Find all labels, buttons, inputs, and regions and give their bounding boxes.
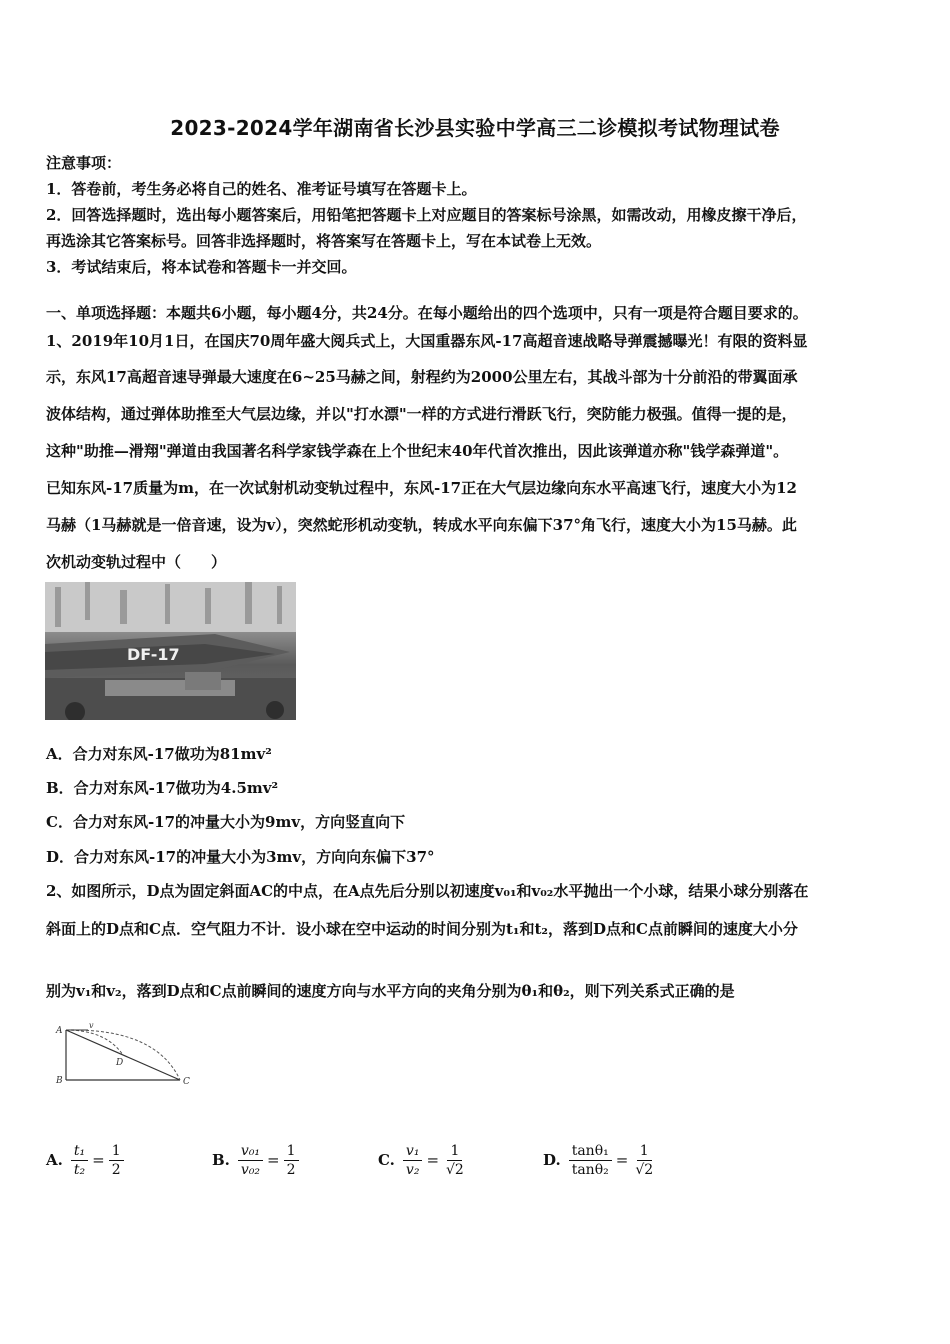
notice-item: 1．答卷前，考生务必将自己的姓名、准考证号填写在答题卡上。 xyxy=(46,180,477,198)
frac-den: v₀₂ xyxy=(240,1161,261,1178)
frac-num: 1 xyxy=(637,1142,652,1161)
page-title: 2023-2024学年湖南省长沙县实验中学高三二诊模拟考试物理试卷 xyxy=(170,116,780,140)
label-c: C xyxy=(183,1077,190,1087)
frac-num: v₀₁ xyxy=(238,1142,263,1161)
q1-text: 次机动变轨过程中（ ） xyxy=(46,553,227,571)
label-v: v xyxy=(89,1021,94,1030)
q1-option-a[interactable]: A．合力对东风-17做功为81mv² xyxy=(46,745,272,763)
q1-text: 马赫（1马赫就是一倍音速，设为v），突然蛇形机动变轨，转成水平向东偏下37°角飞行，速度大小为15马赫。此 xyxy=(46,516,797,534)
q2-answer-d[interactable]: D. $\frac{\text{tanθ₁}}{\text{tanθ₂}}$ = $\frac{1}{√2}$ xyxy=(543,1130,656,1190)
notice-heading: 注意事项： xyxy=(46,154,122,172)
frac-den: √2 xyxy=(635,1161,654,1178)
answer-label: C. xyxy=(378,1151,395,1169)
frac-den: v₂ xyxy=(405,1161,420,1178)
q1-text: 1、2019年10月1日，在国庆70周年盛大阅兵式上，大国重器东风-17高超音速战略导弹震撼曝光！有限的资料显 xyxy=(46,332,808,350)
q1-option-c[interactable]: C．合力对东风-17的冲量大小为9mv，方向竖直向下 xyxy=(46,813,406,831)
q1-option-b[interactable]: B．合力对东风-17做功为4.5mv² xyxy=(46,779,279,797)
missile-label: DF-17 xyxy=(127,645,180,664)
frac-num: tanθ₁ xyxy=(569,1142,612,1161)
frac-num: 1 xyxy=(447,1142,462,1161)
frac-den: √2 xyxy=(446,1161,464,1178)
df17-missile-photo xyxy=(45,582,296,720)
q1-text: 这种"助推—滑翔"弹道由我国著名科学家钱学森在上个世纪末40年代首次推出，因此该弹道亦称"钱学森弹道"。 xyxy=(46,442,789,460)
frac-num: 1 xyxy=(109,1142,124,1161)
notice-item: 3．考试结束后，将本试卷和答题卡一并交回。 xyxy=(46,258,357,276)
q2-answer-a[interactable]: A. $\frac{\text{t₁}}{\text{t₂}}$ = $\frac{1}{2}$ xyxy=(46,1130,124,1190)
frac-num: 1 xyxy=(284,1142,299,1161)
frac-den: t₂ xyxy=(73,1161,86,1178)
q1-text: 已知东风-17质量为m，在一次试射机动变轨过程中，东风-17正在大气层边缘向东水平高速飞行，速度大小为12 xyxy=(46,479,797,497)
q2-text: 别为v₁和v₂，落到D点和C点前瞬间的速度方向与水平方向的夹角分别为θ₁和θ₂，则下列关系式正确的是 xyxy=(46,982,735,1000)
q1-text: 示，东风17高超音速导弹最大速度在6~25马赫之间，射程约为2000公里左右，其战斗部为十分前沿的带翼面承 xyxy=(46,368,798,386)
frac-num: v₁ xyxy=(403,1142,423,1161)
answer-label: B. xyxy=(212,1151,230,1169)
notice-item: 2．回答选择题时，选出每小题答案后，用铅笔把答题卡上对应题目的答案标号涂黑，如需改动，用橡皮擦干净后， xyxy=(46,206,807,224)
q2-text: 斜面上的D点和C点．空气阻力不计．设小球在空中运动的时间分别为t₁和t₂，落到D点和C点前瞬间的速度大小分 xyxy=(46,920,798,938)
label-b: B xyxy=(56,1076,63,1086)
incline-diagram xyxy=(46,1020,196,1088)
answer-label: D. xyxy=(543,1151,561,1169)
q2-answer-c[interactable]: C. $\frac{\text{v₁}}{\text{v₂}}$ = $\frac{1}{√2}$ xyxy=(378,1130,467,1190)
q2-answer-b[interactable]: B. $\frac{\text{v₀₁}}{\text{v₀₂}}$ = $\frac{1}{2}$ xyxy=(212,1130,299,1190)
q2-text: 2、如图所示，D点为固定斜面AC的中点，在A点先后分别以初速度v₀₁和v₀₂水平抛出一个小球，结果小球分别落在 xyxy=(46,882,809,900)
section-heading: 一、单项选择题：本题共6小题，每小题4分，共24分。在每小题给出的四个选项中，只有一项是符合题目要求的。 xyxy=(46,304,808,322)
q1-option-d[interactable]: D．合力对东风-17的冲量大小为3mv，方向向东偏下37° xyxy=(46,848,435,866)
notice-item: 再选涂其它答案标号。回答非选择题时，将答案写在答题卡上，写在本试卷上无效。 xyxy=(46,232,602,250)
answer-label: A. xyxy=(46,1151,63,1169)
q1-text: 波体结构，通过弹体助推至大气层边缘，并以"打水漂"一样的方式进行滑跃飞行，突防能力极强。值得一提的是， xyxy=(46,405,797,423)
label-d: D xyxy=(116,1058,124,1068)
frac-den: tanθ₂ xyxy=(571,1161,609,1178)
frac-den: 2 xyxy=(111,1161,121,1178)
label-a: A xyxy=(56,1026,63,1036)
frac-num: t₁ xyxy=(71,1142,88,1161)
frac-den: 2 xyxy=(286,1161,296,1178)
